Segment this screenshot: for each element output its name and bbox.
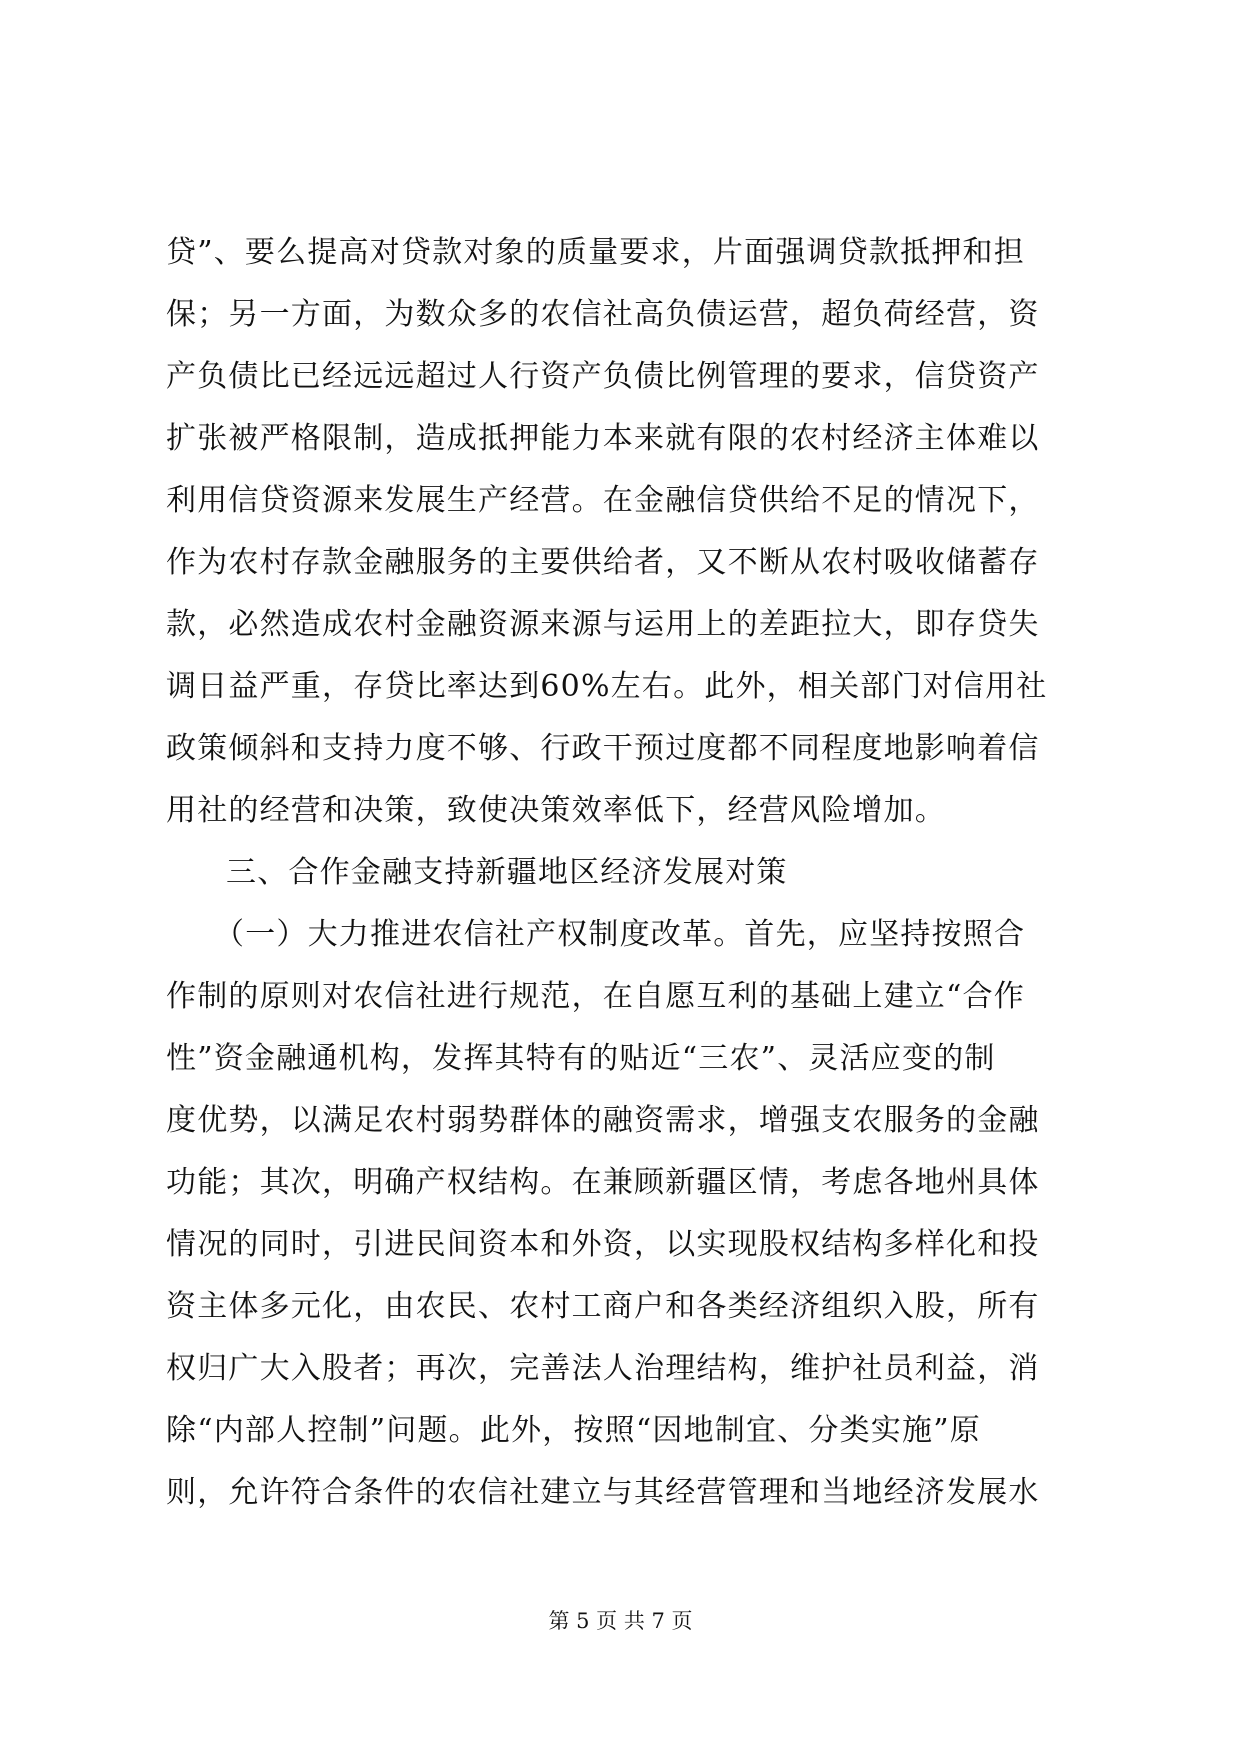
text-line: 作制的原则对农信社进行规范，在自愿互利的基础上建立“合作: [166, 979, 1025, 1014]
text-line: 权归广大入股者；再次，完善法人治理结构，维护社员利益，消: [166, 1351, 1040, 1386]
text-line: 政策倾斜和支持力度不够、行政干预过度都不同程度地影响着信: [166, 731, 1040, 766]
text-line: 度优势，以满足农村弱势群体的融资需求，增强支农服务的金融: [166, 1103, 1040, 1138]
section-heading: 三、合作金融支持新疆地区经济发展对策: [226, 855, 788, 890]
text-line: （一）大力推进农信社产权制度改革。首先，应坚持按照合: [214, 917, 1026, 952]
text-line: 性”资金融通机构，发挥其特有的贴近“三农”、灵活应变的制: [166, 1041, 996, 1076]
text-line: 除“内部人控制”问题。此外，按照“因地制宜、分类实施”原: [166, 1413, 981, 1448]
text-line: 产负债比已经远远超过人行资产负债比例管理的要求，信贷资产: [166, 359, 1040, 394]
text-line: 情况的同时，引进民间资本和外资，以实现股权结构多样化和投: [166, 1227, 1040, 1262]
text-line: 作为农村存款金融服务的主要供给者，又不断从农村吸收储蓄存: [166, 545, 1040, 580]
text-line: 资主体多元化，由农民、农村工商户和各类经济组织入股，所有: [166, 1289, 1040, 1324]
text-line: 利用信贷资源来发展生产经营。在金融信贷供给不足的情况下，: [166, 483, 1040, 518]
text-line: 功能；其次，明确产权结构。在兼顾新疆区情，考虑各地州具体: [166, 1165, 1040, 1200]
text-line: 贷”、要么提高对贷款对象的质量要求，片面强调贷款抵押和担: [166, 235, 1025, 270]
text-line: 保；另一方面，为数众多的农信社高负债运营，超负荷经营，资: [166, 297, 1040, 332]
text-line: 款，必然造成农村金融资源来源与运用上的差距拉大，即存贷失: [166, 607, 1040, 642]
text-line: 则，允许符合条件的农信社建立与其经营管理和当地经济发展水: [166, 1475, 1040, 1510]
text-line: 用社的经营和决策，致使决策效率低下，经营风险增加。: [166, 793, 946, 828]
page-number-footer: 第 5 页 共 7 页: [548, 1609, 693, 1633]
text-line: 调日益严重，存贷比率达到60%左右。此外，相关部门对信用社: [166, 669, 1048, 704]
text-line: 扩张被严格限制，造成抵押能力本来就有限的农村经济主体难以: [166, 421, 1040, 456]
